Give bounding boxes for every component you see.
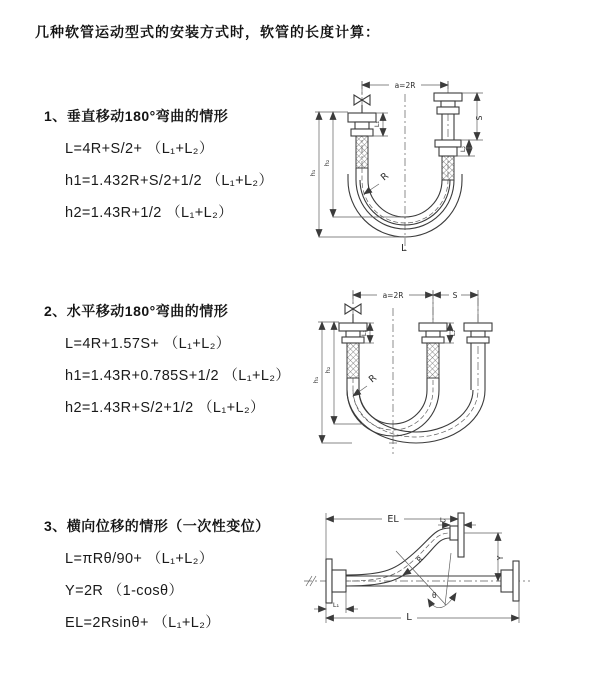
dim-label-h1: h₁ xyxy=(309,169,317,177)
dim-label-h2: h₂ xyxy=(324,366,332,374)
diagram-lateral-displacement xyxy=(298,503,598,663)
dim-label-l1: L₁ xyxy=(373,120,381,128)
dim-label-l2: L₂ xyxy=(459,145,467,153)
right-union-fitting xyxy=(435,140,461,147)
vertical-reference-line xyxy=(445,553,451,605)
valve-icon xyxy=(353,304,361,314)
formula-h2: h2=1.43R+1/2 （L₁+L₂） xyxy=(65,205,234,221)
dim-label-l: L xyxy=(406,612,412,623)
radius-label: R xyxy=(366,372,379,386)
formula-EL: EL=2Rsinθ+ （L₁+L₂） xyxy=(65,615,221,631)
hose-curve-centerline xyxy=(346,533,450,581)
length-label: L xyxy=(401,243,407,254)
diagram-vertical-u-bend xyxy=(305,68,585,263)
formula-h1: h1=1.43R+0.785S+1/2 （L₁+L₂） xyxy=(65,368,291,384)
dim-label-span: a=2R xyxy=(382,291,404,300)
section-1 xyxy=(44,106,273,222)
left-flange xyxy=(326,559,332,603)
middle-flange xyxy=(419,323,447,331)
hose-outer-arc-pos2 xyxy=(347,390,485,443)
braided-hose-section xyxy=(442,156,454,180)
dim-label-l2: L₂ xyxy=(439,516,447,524)
hose-outer-arc-pos1 xyxy=(356,180,454,229)
dim-label-h2: h₂ xyxy=(323,159,331,167)
section-1-heading: 1、垂直移动180°弯曲的情形 xyxy=(44,108,229,124)
braided-hose-section xyxy=(356,136,368,168)
formula-L: L=4R+S/2+ （L₁+L₂） xyxy=(65,141,214,157)
right-flange xyxy=(434,93,462,101)
radius-label: R xyxy=(378,170,391,184)
section-2-heading: 2、水平移动180°弯曲的情形 xyxy=(44,303,229,319)
dim-label-l1: L₁ xyxy=(360,329,368,337)
formula-Y: Y=2R （1-cosθ） xyxy=(65,583,184,599)
braided-hose-section xyxy=(347,343,359,378)
dim-label-span: a=2R xyxy=(394,81,416,90)
diagram-horizontal-u-bend xyxy=(308,278,588,463)
dim-label-l2: L₂ xyxy=(449,329,457,337)
valve-icon xyxy=(345,304,353,314)
angle-label: θ xyxy=(432,591,437,600)
diagram-1-drawing xyxy=(305,68,585,258)
diagram-3-drawing xyxy=(298,503,598,658)
formula-h1: h1=1.432R+S/2+1/2 （L₁+L₂） xyxy=(65,173,274,189)
dim-label-y: Y xyxy=(496,555,505,561)
right-flange xyxy=(501,570,513,592)
left-flange xyxy=(348,113,376,122)
dim-label-h1: h₁ xyxy=(312,376,320,384)
page-title: 几种软管运动型式的安装方式时，软管的长度计算： xyxy=(35,24,380,40)
formula-h2: h2=1.43R+S/2+1/2 （L₁+L₂） xyxy=(65,400,265,416)
left-flange xyxy=(339,323,367,331)
diagram-2-drawing xyxy=(308,278,588,458)
section-3-heading: 3、横向位移的情形（一次性变位） xyxy=(44,518,270,534)
hose-curve-wall xyxy=(346,528,450,575)
dim-label-el: EL xyxy=(387,514,399,525)
dim-label-s: S xyxy=(475,115,484,121)
right-flange xyxy=(464,323,492,331)
braided-hose-section xyxy=(427,343,439,378)
formula-L: L=4R+1.57S+ （L₁+L₂） xyxy=(65,336,231,352)
section-3 xyxy=(44,516,270,632)
upper-flange xyxy=(450,526,458,540)
formula-L: L=πRθ/90+ （L₁+L₂） xyxy=(65,551,214,567)
radius-label: R xyxy=(414,554,425,565)
valve-icon xyxy=(354,95,362,105)
valve-icon xyxy=(362,95,370,105)
dim-label-l1: L₁ xyxy=(332,601,340,609)
dim-label-s: S xyxy=(452,291,458,300)
section-2 xyxy=(44,301,290,417)
hose-curve-wall xyxy=(346,538,450,586)
